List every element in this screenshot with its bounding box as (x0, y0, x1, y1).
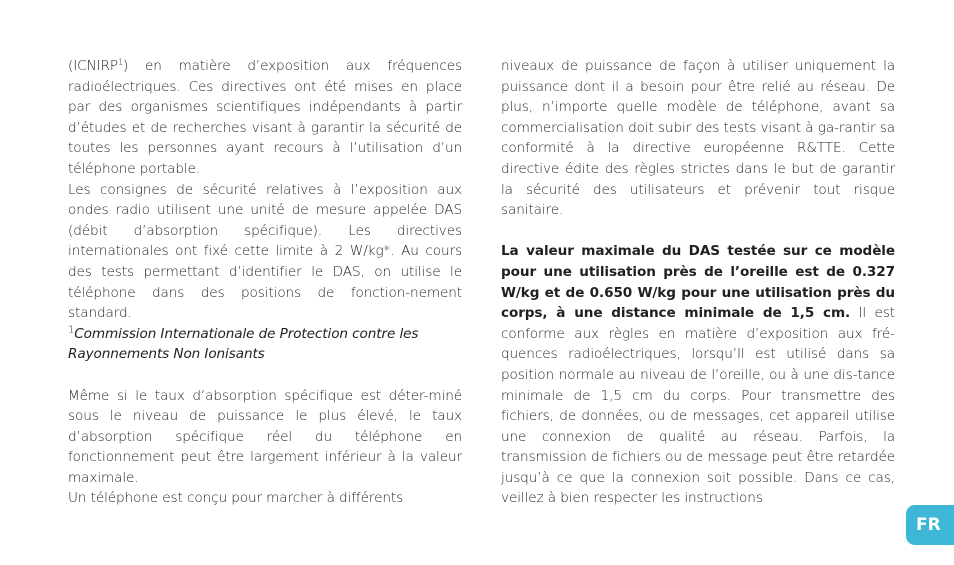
footnote-reference: 1 (117, 57, 123, 67)
paragraph-gap (501, 221, 895, 242)
footnote-text: Commission Internationale de Protection contre les Rayonnements Non Ionisants (68, 325, 419, 363)
footnote-number: 1 (68, 324, 75, 336)
icnirp-start: (ICNIRP (68, 58, 118, 74)
paragraph-absorption-rate: Même si le taux d’absorption spécifique est déter-miné sous le niveau de puissance le plus élevé, le taux d’absorption spécifique réel du téléphone en fonctionnement peut être largement inférieur à la valeur maximale. (68, 387, 462, 486)
paragraph-icnirp (68, 56, 462, 180)
language-tab (906, 505, 954, 545)
das-values-bold: La valeur maximale du DAS testée sur ce modèle pour une utilisation près de l’oreille est de 0.327 W/kg et de 0.650 W/kg pour une utilisation près du corps, à une distance minimale de 1,5 cm. (501, 243, 895, 322)
paragraph-power-levels-start: Un téléphone est conçu pour marcher à différents (68, 490, 404, 507)
language-tab-label: FR (916, 515, 941, 535)
paragraph-gap (68, 365, 462, 386)
left-column (68, 56, 462, 509)
icnirp-rest: ) en matière d’exposition aux fréquences radioélectriques. Ces directives ont été mises en place par des organismes scientifiques indépendants à partir d’études et de recherches visant à garantir la sécurité de toutes les personnes ayant recours à l’utilisation d’un téléphone portable. (68, 58, 462, 177)
footnote (68, 324, 462, 365)
das-values-rest: Il est conforme aux règles en matière d’exposition aux fré-quences radioélectriques, lorsqu’Il est utilisé dans sa position normale au niveau de l’oreille, ou à une dis-tance minimale de 1,5 cm du corps. Pour transmettre des fichiers, de données, ou de messages, cet appareil utilise une connexion de qualité au réseau. Parfois, la transmission de fichiers ou de message peut être retardée jusqu’à ce que la connexion soit possible. Dans ce cas, veillez à bien respecter les instructions (501, 305, 895, 507)
paragraph-safety-guidelines: Les consignes de sécurité relatives à l’exposition aux ondes radio utilisent une unité de mesure appelée DAS (débit d’absorption spécifique). Les directives internationales ont fixé cette limite à 2 W/kg*. Au cours des tests permettant d’identifier le DAS, on utilise le téléphone dans des positions de fonction-nement standard. (68, 181, 462, 322)
right-column (501, 56, 895, 509)
paragraph-das-values (501, 241, 895, 509)
paragraph-power-levels-cont: niveaux de puissance de façon à utiliser uniquement la puissance dont il a besoin pour être relié au réseau. De plus, n’importe quelle modèle de téléphone, avant sa commercialisation doit subir des tests visant à ga-rantir sa conformité à la directive européenne R&TTE. Cette directive édite des règles strictes dans le but de garantir la sécurité des utilisateurs et prévenir tout risque sanitaire. (501, 58, 895, 219)
